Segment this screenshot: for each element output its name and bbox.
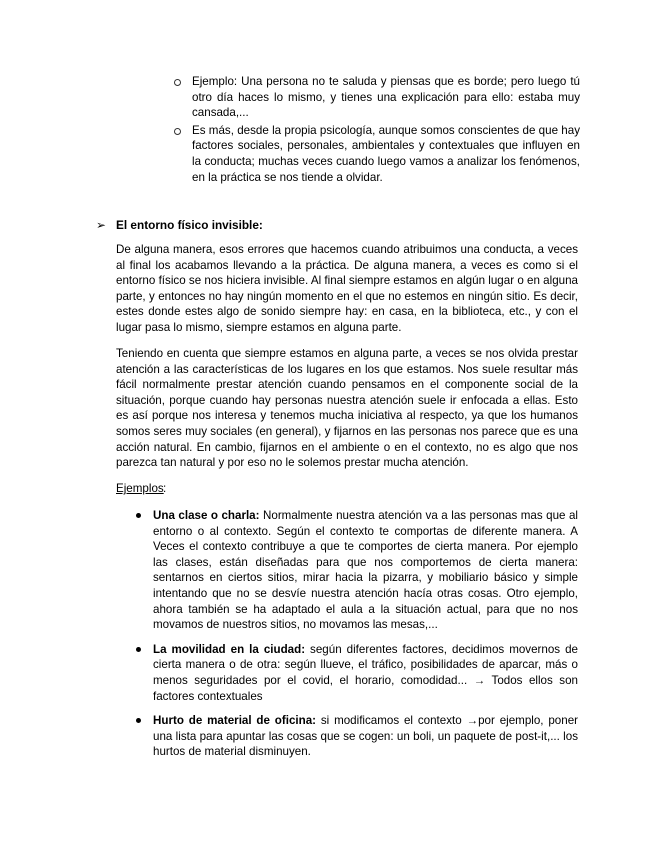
examples-label: [116, 481, 167, 497]
example-title: Una clase o charla:: [153, 509, 260, 522]
sub-list-item-text: Ejemplo: Una persona no te saluda y piensas que es borde; pero luego tú otro día haces lo mismo, y tienes una explicación para ello: estaba muy cansada,...: [192, 75, 580, 120]
arrow-bullet-icon: ➢: [96, 218, 106, 232]
section-heading-text: El entorno físico invisible:: [116, 218, 263, 232]
hollow-bullet-icon: [174, 79, 181, 86]
sub-bullet-list: [174, 74, 580, 187]
examples-list: [134, 508, 578, 760]
examples-label-colon: :: [163, 482, 167, 495]
sub-list-item: [174, 123, 580, 185]
bullet-dot-icon: [136, 647, 141, 652]
example-text: según diferentes factores, decidimos movernos de cierta manera o de otra: según llueve, el tráfico, posibilidades de aparcar, más o menos seguridades por el covid, el horario, comodidad... → Todos ellos son factores contextuales: [153, 642, 578, 703]
examples-label-text: Ejemplos: [116, 482, 164, 495]
paragraph-2: Teniendo en cuenta que siempre estamos en alguna parte, a veces se nos olvida prestar atención a las características de los lugares en los que estamos. Nos suele resultar más fácil normalmente prestar atención cuando pensamos en el componente social de la situación, porque cuando hay personas nuestra atención suele ir enfocada a ellas. Esto es así porque nos interesa y tenemos mucha iniciativa al respecto, ya que los humanos somos seres muy sociales (en general), y fijarnos en las personas nos parece que es una acción natural. En cambio, fijarnos en el ambiente o en el contexto, no es algo que nos parezca tan natural y por eso no le solemos prestar mucha atención.: [116, 347, 578, 470]
bullet-dot-icon: [136, 513, 141, 518]
example-title: La movilidad en la ciudad:: [153, 642, 306, 656]
example-item: [134, 642, 578, 704]
example-item: [134, 508, 578, 633]
hollow-bullet-icon: [174, 128, 181, 135]
sub-list-item-text: Es más, desde la propia psicología, aunque somos conscientes de que hay factores sociales, personales, ambientales y contextuales que influyen en la conducta; muchas veces cuando luego vamos a analizar los fenómenos, en la práctica se nos tiende a olvidar.: [192, 123, 580, 184]
example-text: si modificamos el contexto →por ejemplo, poner una lista para apuntar las cosas que se cogen: un boli, un paquete de post-it,... los hurtos de material disminuyen.: [153, 714, 579, 759]
example-title: Hurto de material de oficina:: [153, 714, 317, 728]
example-item: [134, 713, 578, 760]
paragraph-1: De alguna manera, esos errores que hacemos cuando atribuimos una conducta, a veces al final los acabamos llevando a la práctica. De alguna manera, a veces es como si el entorno físico se nos hiciera invisible. Al final siempre estamos en algún lugar o en alguna parte, y entonces no hay ningún momento en el que no estemos en ningún sitio. Es decir, estes donde estes algo de sonido siempre hay: en casa, en la biblioteca, etc., y con el lugar pasa lo mismo, siempre estamos en alguna parte.: [116, 243, 578, 334]
example-text: Normalmente nuestra atención va a las personas mas que al entorno o al contexto. Según el contexto te comportas de diferente manera. A Veces el contexto contribuye a que te comportes de cierta manera. Por ejemplo las clases, están diseñadas para que nos comportemos de cierta manera: sentarnos en ciertos sitios, mirar hacia la pizarra, y mobiliario básico y simple intentando que no se desvíe nuestra atención hacía otras cosas. Otro ejemplo, ahora también se ha adaptado el aula a la situación actual, para que no nos movamos de nuestros sitios, no movamos las mesas,...: [153, 509, 578, 632]
bullet-dot-icon: [136, 718, 141, 723]
sub-list-item: [174, 74, 580, 121]
section-heading: [96, 217, 263, 233]
